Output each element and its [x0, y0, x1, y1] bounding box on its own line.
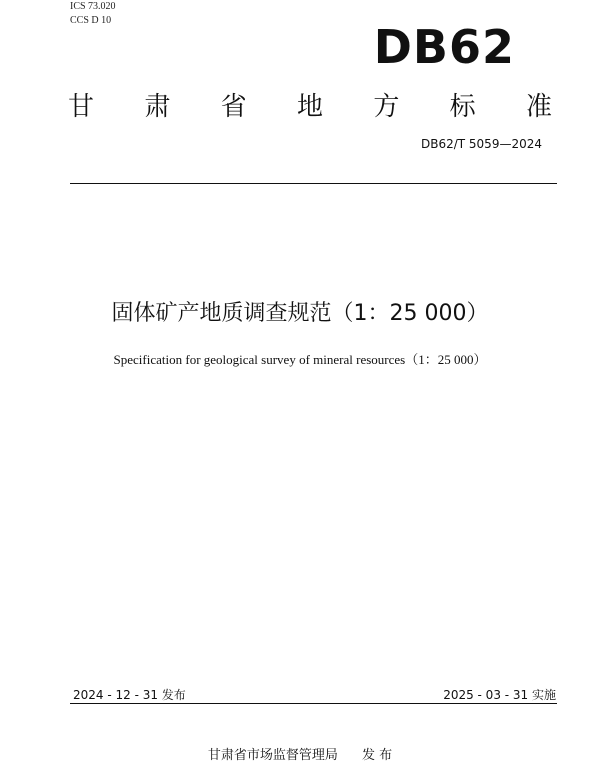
- standard-type-char: 准: [525, 92, 552, 122]
- document-title-chinese: 固体矿产地质调查规范（1：25 000）: [111, 301, 489, 326]
- standard-type-title: [68, 86, 552, 123]
- ccs-code: CCS D 10: [70, 15, 112, 26]
- standard-type-char: 地: [296, 92, 323, 122]
- document-title-english: Specification for geological survey of mineral resources（1：25 000）: [113, 352, 487, 367]
- standard-code: DB62/T 5059—2024: [420, 137, 542, 151]
- publish-label: 发 布: [361, 748, 393, 763]
- ics-code: ICS 73.020: [70, 1, 116, 12]
- implementation-date: 2025 - 03 - 31 实施: [443, 688, 556, 702]
- footer-divider: [70, 703, 557, 704]
- header-divider: [70, 183, 557, 184]
- standard-type-char: 标: [449, 92, 476, 122]
- issue-date: 2024 - 12 - 31 发布: [73, 688, 186, 702]
- standard-type-char: 甘: [68, 92, 95, 122]
- standard-type-char: 方: [373, 92, 400, 122]
- db-logo: DB62: [373, 20, 515, 74]
- publisher-name: 甘肃省市场监督管理局: [207, 748, 338, 763]
- standard-type-char: 省: [220, 92, 247, 122]
- standard-type-char: 肃: [144, 92, 171, 122]
- classification-codes: [70, 0, 116, 28]
- publisher-line: [0, 744, 600, 763]
